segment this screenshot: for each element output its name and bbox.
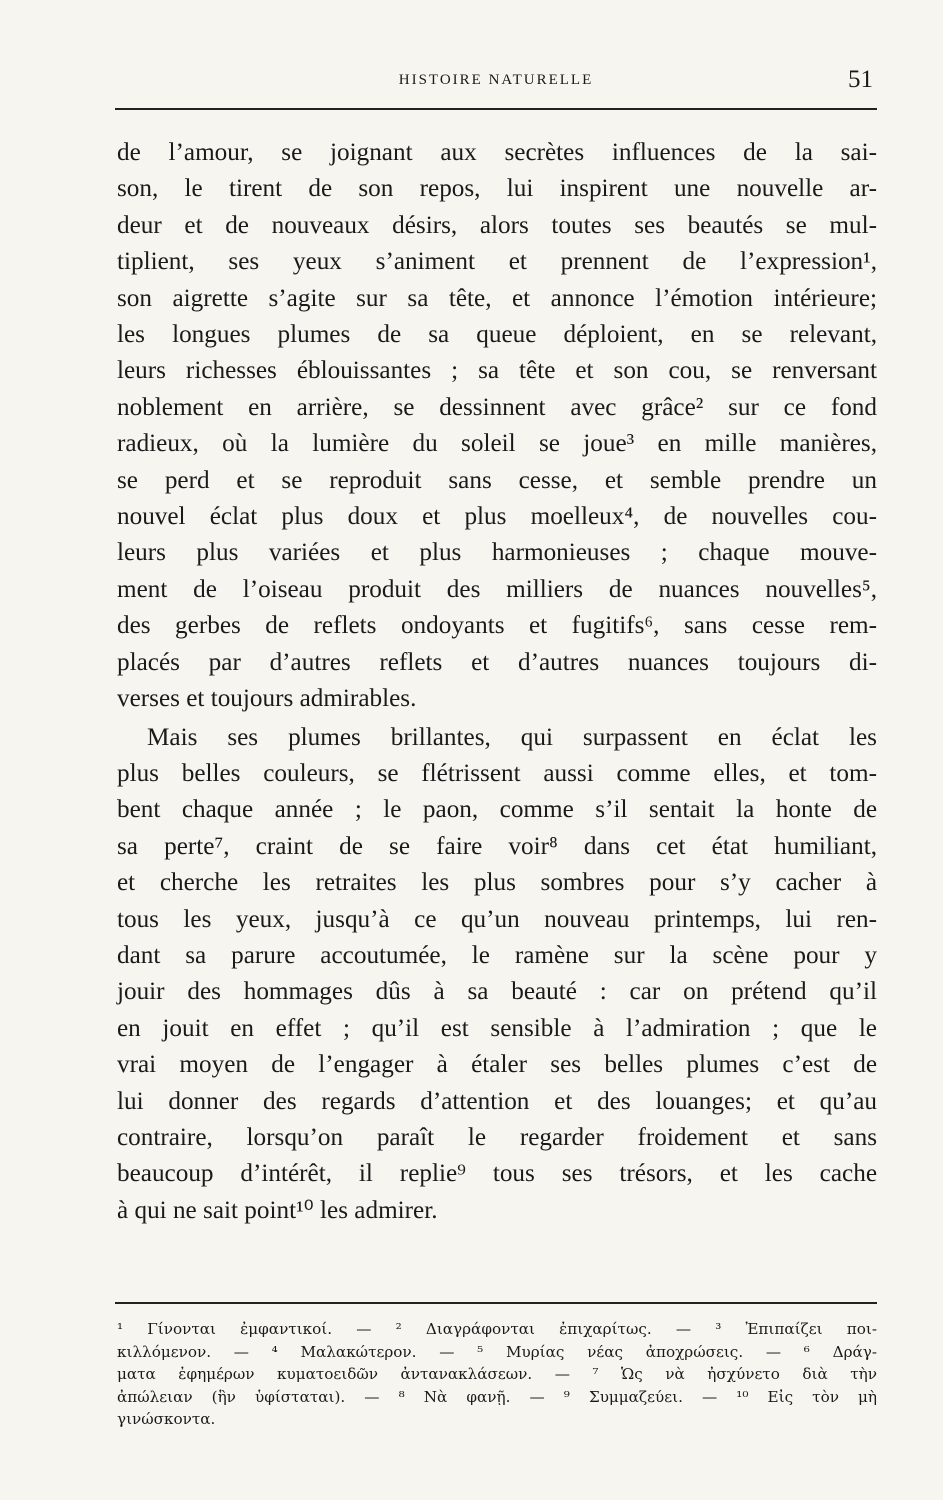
- body-line: ment de l’oiseau produit des milliers de nuances nouvelles⁵,: [117, 575, 877, 603]
- main-text: [117, 135, 877, 1229]
- body-line: de l’amour, se joignant aux secrètes influences de la sai-: [117, 139, 877, 166]
- body-line: tiplient, ses yeux s’animent et prennent de l’expression¹,: [117, 248, 877, 276]
- body-line: tous les yeux, jusqu’à ce qu’un nouveau printemps, lui ren-: [117, 905, 877, 933]
- body-line: sa perte⁷, craint de se faire voir⁸ dans cet état humiliant,: [117, 832, 877, 860]
- running-header: [115, 62, 877, 110]
- footnote-line: κιλλόμενον. — ⁴ Μαλακώτερον. — ⁵ Μυρίας νέας ἀποχρώσεις. — ⁶ Δράγ-: [117, 1342, 877, 1361]
- body-line: jouir des hommages dûs à sa beauté : car on prétend qu’il: [117, 978, 877, 1006]
- body-line: Mais ses plumes brillantes, qui surpassent en éclat les: [147, 723, 877, 751]
- body-line: deur et de nouveaux désirs, alors toutes ses beautés se mul-: [117, 211, 877, 239]
- footnote-rule: [115, 1302, 877, 1304]
- body-line: noblement en arrière, se dessinnent avec grâce² sur ce fond: [117, 393, 877, 421]
- body-line: son, le tirent de son repos, lui inspirent une nouvelle ar-: [117, 175, 877, 203]
- body-line: placés par d’autres reflets et d’autres nuances toujours di-: [117, 648, 877, 676]
- body-line: des gerbes de reflets ondoyants et fugitifs⁶, sans cesse rem-: [117, 612, 877, 640]
- body-line: plus belles couleurs, se flétrissent aussi comme elles, et tom-: [117, 759, 877, 787]
- running-title: HISTOIRE NATURELLE: [398, 72, 594, 88]
- body-line: vrai moyen de l’engager à étaler ses belles plumes c’est de: [117, 1051, 877, 1079]
- body-line: verses et toujours admirables.: [117, 685, 417, 713]
- page-number: 51: [848, 66, 873, 93]
- paragraph-1: [117, 135, 877, 718]
- footnote-line: ματα ἐφημέρων κυματοειδῶν ἀντανακλάσεων. — ⁷ Ὡς νὰ ἠσχύνετο διὰ τὴν: [117, 1365, 877, 1383]
- footnote-line: ¹ Γίνονται ἐμφαντικοί. — ² Διαγράφονται ἐπιχαρίτως. — ³ Ἐπιπαίζει ποι-: [117, 1320, 877, 1338]
- body-line: leurs richesses éblouissantes ; sa tête et son cou, se renversant: [117, 357, 877, 385]
- body-line: se perd et se reproduit sans cesse, et semble prendre un: [117, 466, 877, 494]
- body-line: en jouit en effet ; qu’il est sensible à l’admiration ; que le: [117, 1014, 877, 1042]
- footnote-line: ἀπώλειαν (ἣν ὑφίσταται). — ⁸ Νὰ φανῇ. — ⁹ Συμμαζεύει. — ¹⁰ Εἰς τὸν μὴ: [117, 1387, 877, 1406]
- paragraph-2: [117, 720, 877, 1230]
- body-line: nouvel éclat plus doux et plus moelleux⁴, de nouvelles cou-: [117, 503, 877, 531]
- body-line: les longues plumes de sa queue déploient, en se relevant,: [117, 321, 877, 349]
- body-line: à qui ne sait point¹⁰ les admirer.: [117, 1196, 438, 1224]
- body-line: beaucoup d’intérêt, il replie⁹ tous ses trésors, et les cache: [117, 1160, 877, 1188]
- body-line: lui donner des regards d’attention et des louanges; et qu’au: [117, 1087, 877, 1115]
- body-line: radieux, où la lumière du soleil se joue³ en mille manières,: [117, 430, 877, 458]
- footnotes: [117, 1318, 877, 1431]
- footnote-line: γινώσκοντα.: [117, 1410, 216, 1428]
- body-line: et cherche les retraites les plus sombres pour s’y cacher à: [117, 869, 877, 897]
- body-line: bent chaque année ; le paon, comme s’il sentait la honte de: [117, 796, 877, 824]
- body-line: contraire, lorsqu’on paraît le regarder froidement et sans: [117, 1123, 877, 1151]
- body-line: son aigrette s’agite sur sa tête, et annonce l’émotion intérieure;: [117, 284, 877, 312]
- body-line: leurs plus variées et plus harmonieuses ; chaque mouve-: [117, 539, 877, 567]
- body-line: dant sa parure accoutumée, le ramène sur la scène pour y: [117, 941, 877, 969]
